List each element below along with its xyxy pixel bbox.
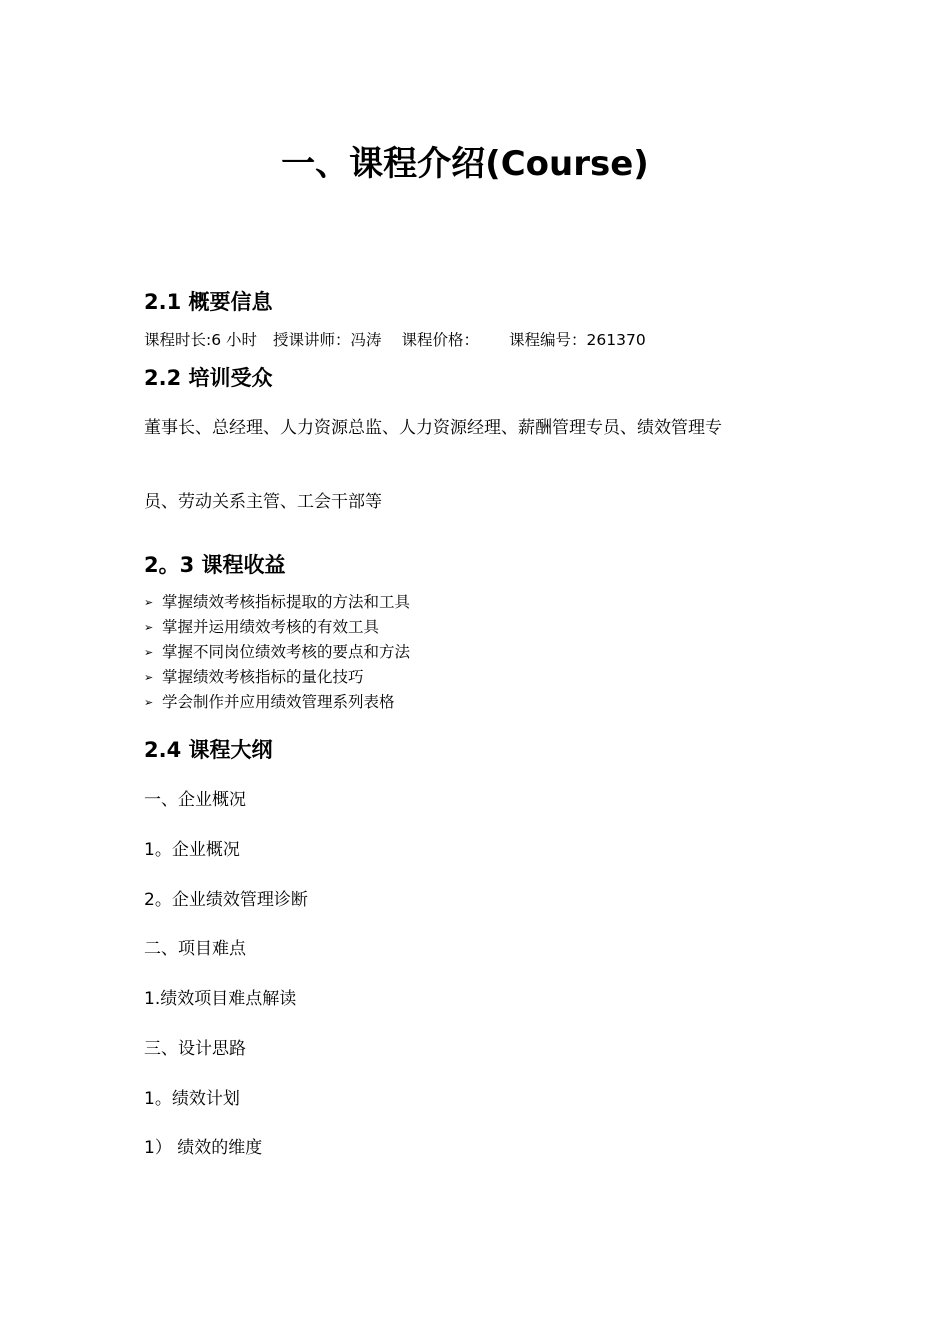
course-duration: 课程时长:6 小时: [144, 331, 258, 349]
arrow-bullet-icon: ➢: [144, 621, 154, 634]
arrow-bullet-icon: ➢: [144, 696, 154, 709]
list-item: ➢ 掌握并运用绩效考核的有效工具: [144, 615, 410, 640]
section-heading-benefits: 2。3 课程收益: [144, 553, 286, 577]
overview-info-row: [144, 328, 646, 352]
list-item: ➢ 掌握绩效考核指标的量化技巧: [144, 665, 410, 690]
arrow-bullet-icon: ➢: [144, 646, 154, 659]
outline-item: 1） 绩效的维度: [144, 1138, 263, 1158]
benefits-list: [144, 590, 410, 715]
list-item: ➢ 掌握绩效考核指标提取的方法和工具: [144, 590, 410, 615]
section-heading-outline: 2.4 课程大纲: [144, 738, 273, 762]
outline-item: 二、项目难点: [144, 939, 246, 959]
section-heading-audience: 2.2 培训受众: [144, 366, 273, 390]
outline-item: 1.绩效项目难点解读: [144, 989, 297, 1009]
arrow-bullet-icon: ➢: [144, 596, 154, 609]
audience-text-line2: 员、劳动关系主管、工会干部等: [144, 492, 382, 512]
list-item: ➢ 掌握不同岗位绩效考核的要点和方法: [144, 640, 410, 665]
outline-item: 一、企业概况: [144, 790, 246, 810]
outline-item: 1。绩效计划: [144, 1089, 240, 1109]
page-title: 一、课程介绍(Course): [281, 144, 649, 184]
outline-item: 2。企业绩效管理诊断: [144, 890, 308, 910]
outline-item: 1。企业概况: [144, 840, 240, 860]
course-price: 课程价格：: [401, 331, 480, 349]
section-heading-overview: 2.1 概要信息: [144, 290, 273, 314]
audience-text-line1: 董事长、总经理、人力资源总监、人力资源经理、薪酬管理专员、绩效管理专: [144, 418, 722, 438]
arrow-bullet-icon: ➢: [144, 671, 154, 684]
course-code: 课程编号：261370: [509, 331, 646, 349]
list-item: ➢ 学会制作并应用绩效管理系列表格: [144, 690, 410, 715]
course-lecturer: 授课讲师：冯涛: [273, 331, 382, 349]
outline-item: 三、设计思路: [144, 1039, 246, 1059]
